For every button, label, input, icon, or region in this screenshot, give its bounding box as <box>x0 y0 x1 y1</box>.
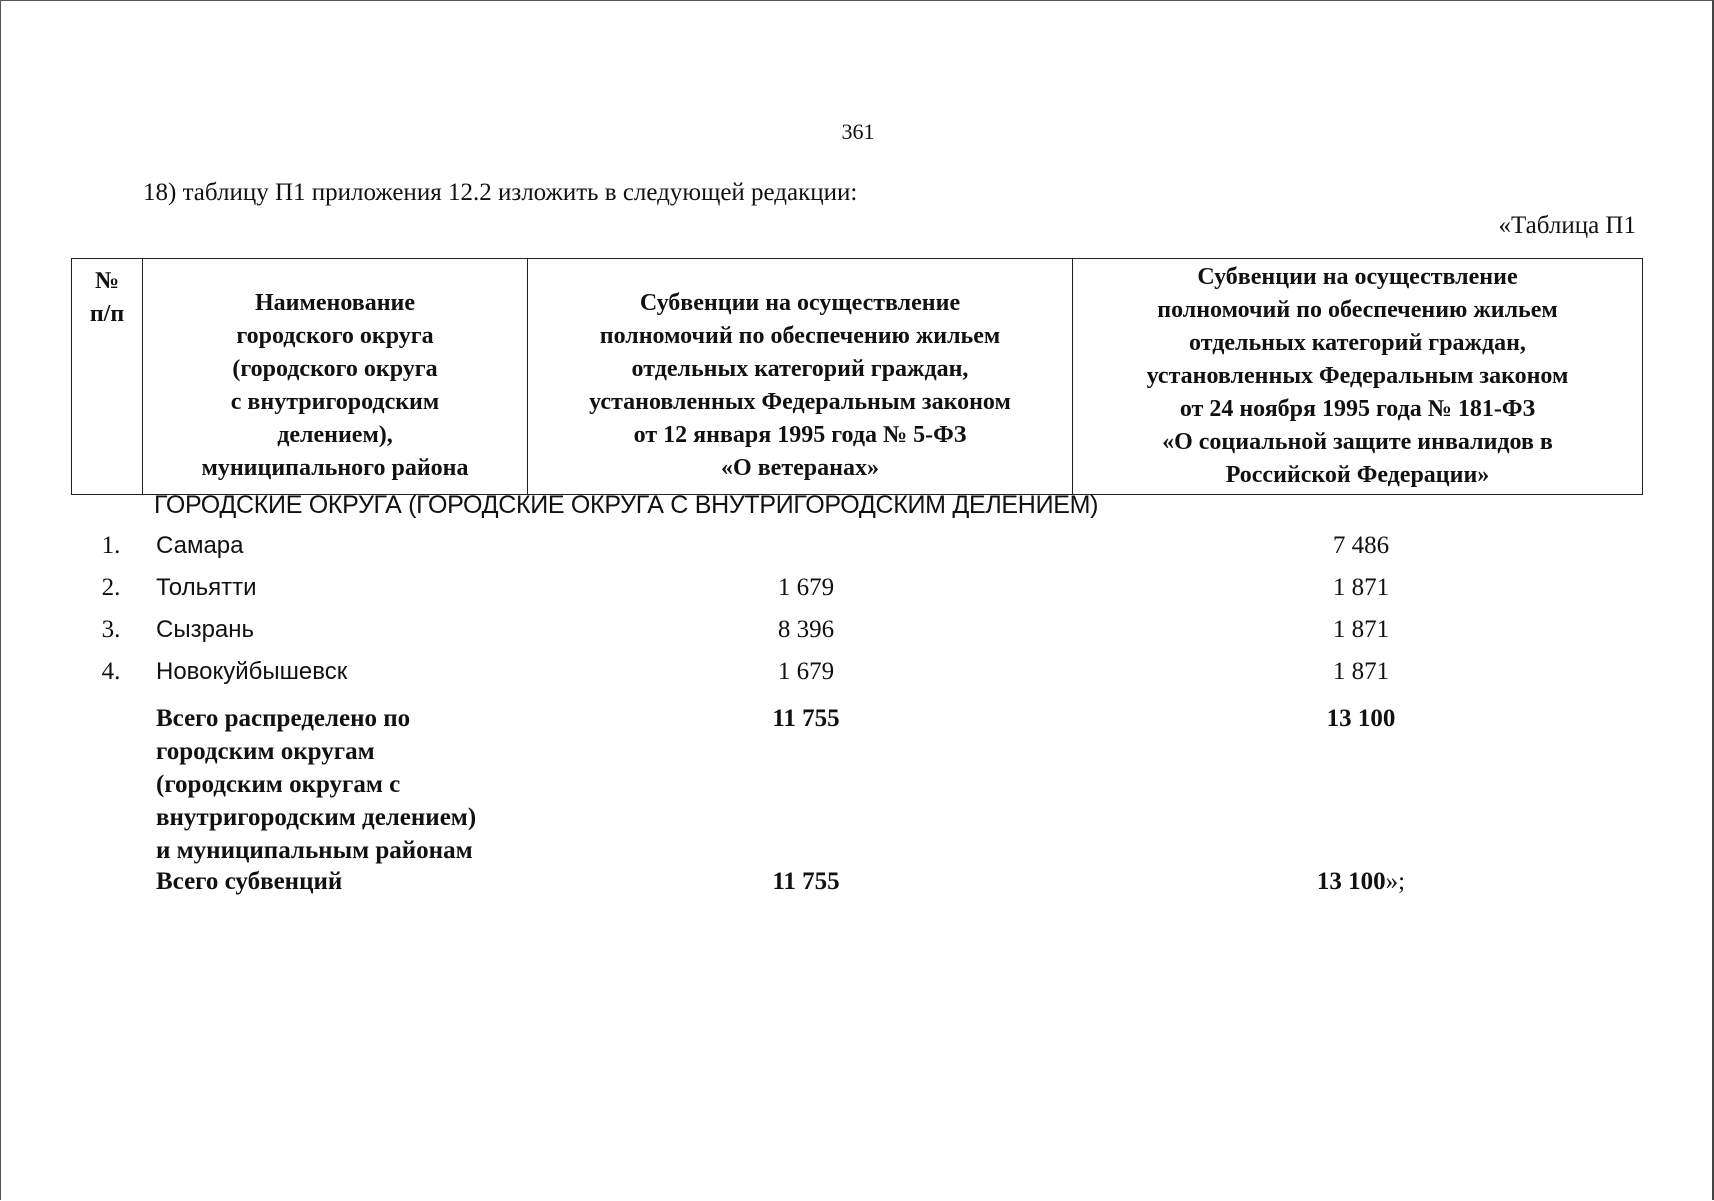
table-body <box>1 1 1714 1201</box>
total-distributed-invalids: 13 100 <box>1326 705 1396 732</box>
section-title: ГОРОДСКИЕ ОКРУГА (ГОРОДСКИЕ ОКРУГА С ВНУТРИГОРОДСКИМ ДЕЛЕНИЕМ) <box>154 491 1099 519</box>
row-invalids-value: 1 871 <box>1332 574 1390 601</box>
row-name: Тольятти <box>156 574 257 601</box>
table-row <box>1 574 1714 614</box>
header-veterans: Субвенции на осуществление полномочий по обеспечению жильем отдельных категорий граждан, установленных Федеральным законом от 12 января 1995 года № 5-ФЗ «О ветеранах» <box>528 259 1073 495</box>
row-name: Самара <box>156 532 244 559</box>
row-name: Сызрань <box>156 616 255 643</box>
row-num: 1. <box>101 532 121 559</box>
row-veterans-value: 8 396 <box>777 616 835 643</box>
table-row <box>1 616 1714 656</box>
row-veterans-value: 1 679 <box>777 658 835 685</box>
table-caption: «Таблица П1 <box>1498 212 1636 239</box>
row-veterans-value: 1 679 <box>777 574 835 601</box>
row-invalids-value: 1 871 <box>1332 658 1390 685</box>
header-num: № п/п <box>72 259 143 495</box>
total-subventions-invalids-cell <box>1261 865 1461 898</box>
header-invalids: Субвенции на осуществление полномочий по обеспечению жильем отдельных категорий граждан, установленных Федеральным законом от 24 ноября 1995 года № 181-ФЗ «О социальной защите инвалидов в Российской Федерации» <box>1073 259 1643 495</box>
total-subventions-label: Всего субвенций <box>156 868 343 895</box>
header-name: Наименование городского округа (городского округа с внутригородским делением), муниципального района <box>143 259 528 495</box>
total-subventions-invalids: 13 100 <box>1316 868 1386 895</box>
table-row <box>1 658 1714 698</box>
row-num: 4. <box>101 658 121 685</box>
total-distributed-label: Всего распределено по городским округам (городским округам с внутригородским делением) и муниципальным районам <box>156 705 477 864</box>
closing-quote: »; <box>1385 868 1406 895</box>
row-invalids-value: 7 486 <box>1332 532 1390 559</box>
row-num: 3. <box>101 616 121 643</box>
row-invalids-value: 1 871 <box>1332 616 1390 643</box>
table-row <box>1 532 1714 572</box>
total-subventions-veterans: 11 755 <box>772 868 840 895</box>
page-number: 361 <box>841 119 875 144</box>
total-distributed-veterans: 11 755 <box>772 705 840 732</box>
row-name: Новокуйбышевск <box>156 658 348 685</box>
row-num: 2. <box>101 574 121 601</box>
intro-text: 18) таблицу П1 приложения 12.2 изложить в следующей редакции: <box>143 179 858 206</box>
